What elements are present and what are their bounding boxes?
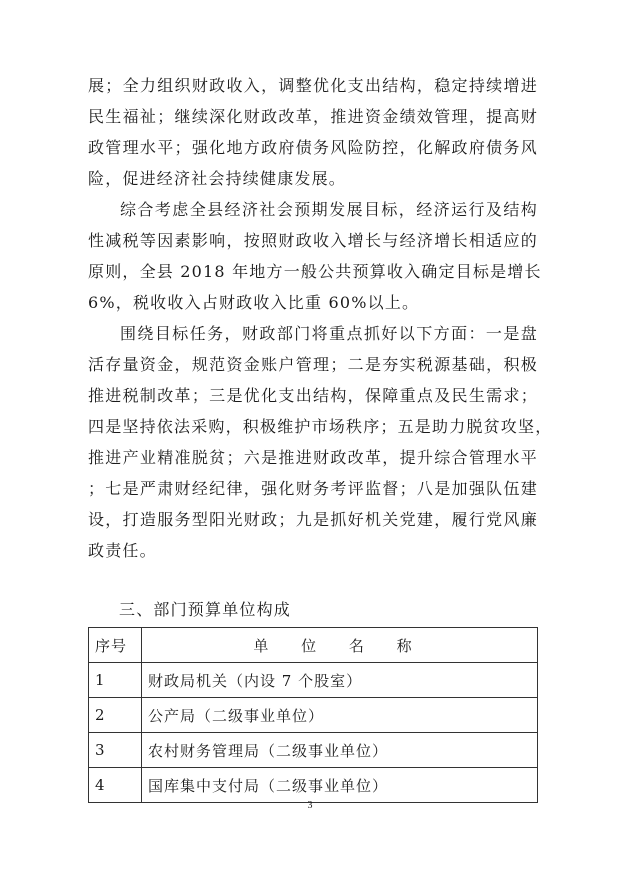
text-line: 活存量资金，规范资金账户管理；二是夯实税源基础，积极 [88, 355, 538, 374]
text-line: 政管理水平；强化地方政府债务风险防控，化解政府债务风 [88, 138, 538, 157]
text-line: 险，促进经济社会持续健康发展。 [88, 169, 347, 188]
text-line: 6%，税收收入占财政收入比重 60%以上。 [88, 293, 420, 312]
header-unit-name: 单 位 名 称 [142, 628, 538, 663]
text-line: ；七是严肃财经纪律，强化财务考评监督；八是加强队伍建 [88, 479, 538, 498]
text-line: 展；全力组织财政收入，调整优化支出结构，稳定持续增进 [88, 76, 538, 95]
text-line: 围绕目标任务，财政部门将重点抓好以下方面：一是盘 [120, 324, 538, 343]
cell-unit-name: 国库集中支付局（二级事业单位） [142, 768, 538, 803]
table-row [89, 663, 538, 698]
section-heading: 三、部门预算单位构成 [119, 600, 292, 619]
cell-unit-name: 农村财务管理局（二级事业单位） [142, 733, 538, 768]
text-line: 民生福祉；继续深化财政改革，推进资金绩效管理，提高财 [88, 107, 538, 126]
text-line: 推进税制改革；三是优化支出结构，保障重点及民生需求； [88, 386, 538, 405]
header-serial-number: 序号 [89, 628, 142, 663]
budget-units-table [88, 627, 538, 803]
body-text [88, 70, 553, 566]
cell-serial-number: 3 [89, 733, 142, 768]
table-row [89, 698, 538, 733]
cell-unit-name: 公产局（二级事业单位） [142, 698, 538, 733]
text-line: 设，打造服务型阳光财政；九是抓好机关党建，履行党风廉 [88, 510, 538, 529]
text-line: 性减税等因素影响，按照财政收入增长与经济增长相适应的 [88, 231, 538, 250]
cell-serial-number: 1 [89, 663, 142, 698]
paragraph-key-tasks [88, 318, 553, 566]
cell-unit-name: 财政局机关（内设 7 个股室） [142, 663, 538, 698]
text-line: 四是坚持依法采购，积极维护市场秩序；五是助力脱贫攻坚， [88, 417, 553, 436]
table-row [89, 768, 538, 803]
cell-serial-number: 4 [89, 768, 142, 803]
page-number: 3 [307, 800, 313, 811]
text-line: 原则，全县 2018 年地方一般公共预算收入确定目标是增长 [88, 262, 542, 281]
text-line: 政责任。 [88, 541, 157, 560]
table-header-row [89, 628, 538, 663]
text-line: 推进产业精准脱贫；六是推进财政改革，提升综合管理水平 [88, 448, 538, 467]
cell-serial-number: 2 [89, 698, 142, 733]
text-line: 综合考虑全县经济社会预期发展目标，经济运行及结构 [120, 200, 538, 219]
paragraph-fiscal-goals [88, 70, 538, 194]
paragraph-revenue-target [88, 194, 542, 318]
table-row [89, 733, 538, 768]
